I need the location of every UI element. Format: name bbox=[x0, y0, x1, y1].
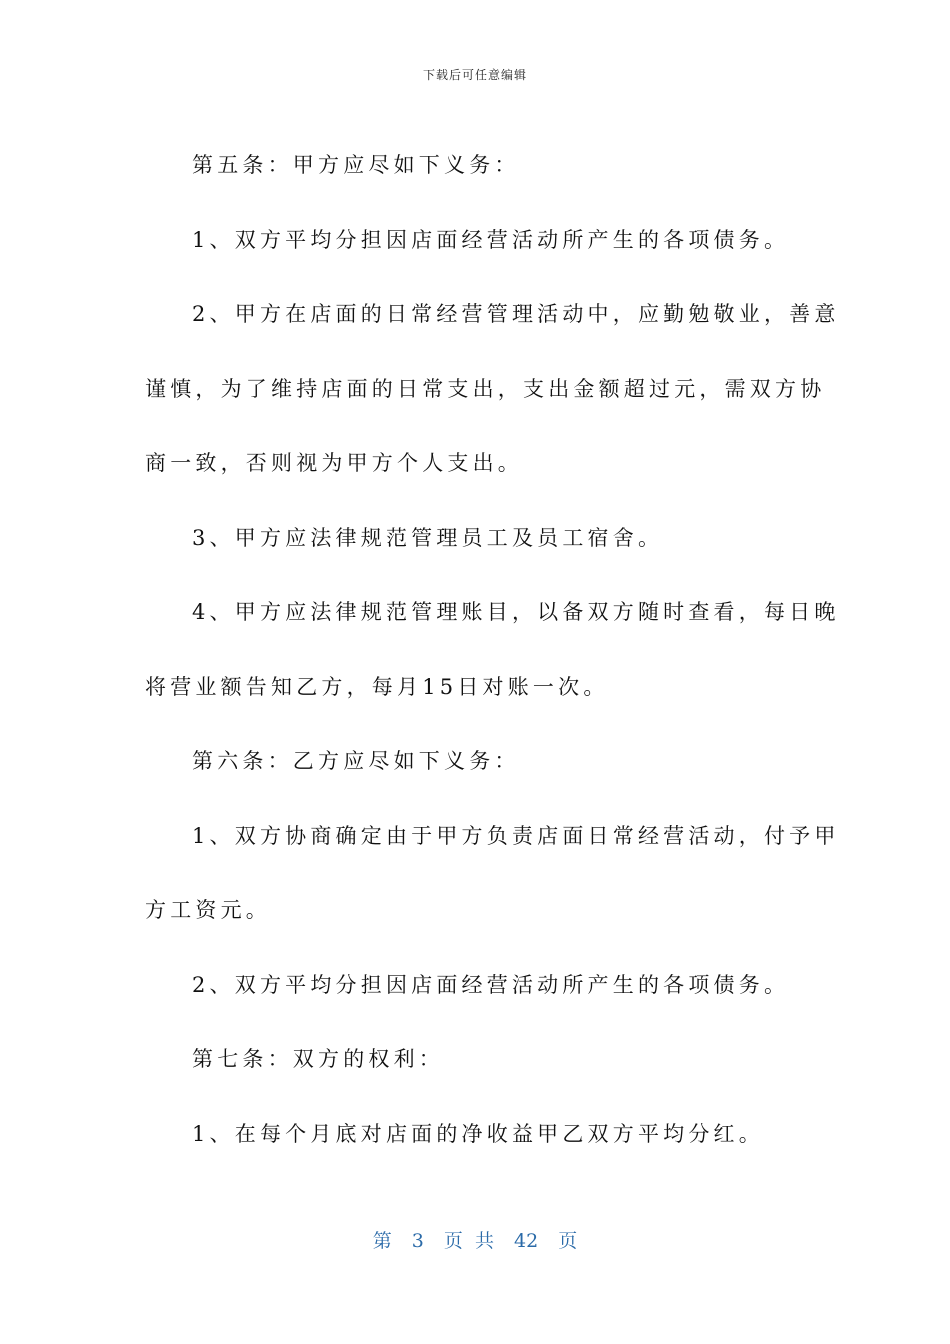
paragraph-line: 第六条：乙方应尽如下义务： bbox=[192, 749, 520, 773]
page-footer bbox=[0, 1226, 950, 1253]
paragraph-line: 1、双方平均分担因店面经营活动所产生的各项债务。 bbox=[192, 227, 790, 252]
paragraph-line: 方工资元。 bbox=[145, 898, 271, 922]
paragraph-line: 第七条：双方的权利： bbox=[192, 1047, 444, 1071]
paragraph-line: 2、双方平均分担因店面经营活动所产生的各项债务。 bbox=[192, 972, 790, 997]
document-body bbox=[145, 128, 840, 1171]
paragraph-line: 第五条：甲方应尽如下义务： bbox=[192, 153, 520, 177]
paragraph-line: 1、在每个月底对店面的净收益甲乙双方平均分红。 bbox=[192, 1121, 764, 1146]
paragraph-line: 商一致，否则视为甲方个人支出。 bbox=[145, 451, 523, 475]
footer-middle: 页 共 bbox=[443, 1230, 494, 1252]
paragraph-line: 谨慎，为了维持店面的日常支出，支出金额超过元，需双方协 bbox=[145, 376, 826, 401]
paragraph-line: 2、甲方在店面的日常经营管理活动中，应勤勉敬业，善意 bbox=[192, 302, 840, 326]
total-page-count: 42 bbox=[514, 1230, 539, 1252]
paragraph-line: 将营业额告知乙方，每月15日对账一次。 bbox=[145, 674, 609, 699]
paragraph-line: 1、双方协商确定由于甲方负责店面日常经营活动，付予甲 bbox=[192, 823, 840, 848]
paragraph-line: 4、甲方应法律规范管理账目，以备双方随时查看，每日晚 bbox=[192, 600, 840, 624]
footer-suffix: 页 bbox=[558, 1230, 578, 1252]
paragraph-line: 3、甲方应法律规范管理员工及员工宿舍。 bbox=[192, 525, 664, 550]
header-note: 下载后可任意编辑 bbox=[422, 68, 527, 82]
current-page-number: 3 bbox=[411, 1230, 424, 1252]
footer-prefix: 第 bbox=[372, 1230, 392, 1252]
